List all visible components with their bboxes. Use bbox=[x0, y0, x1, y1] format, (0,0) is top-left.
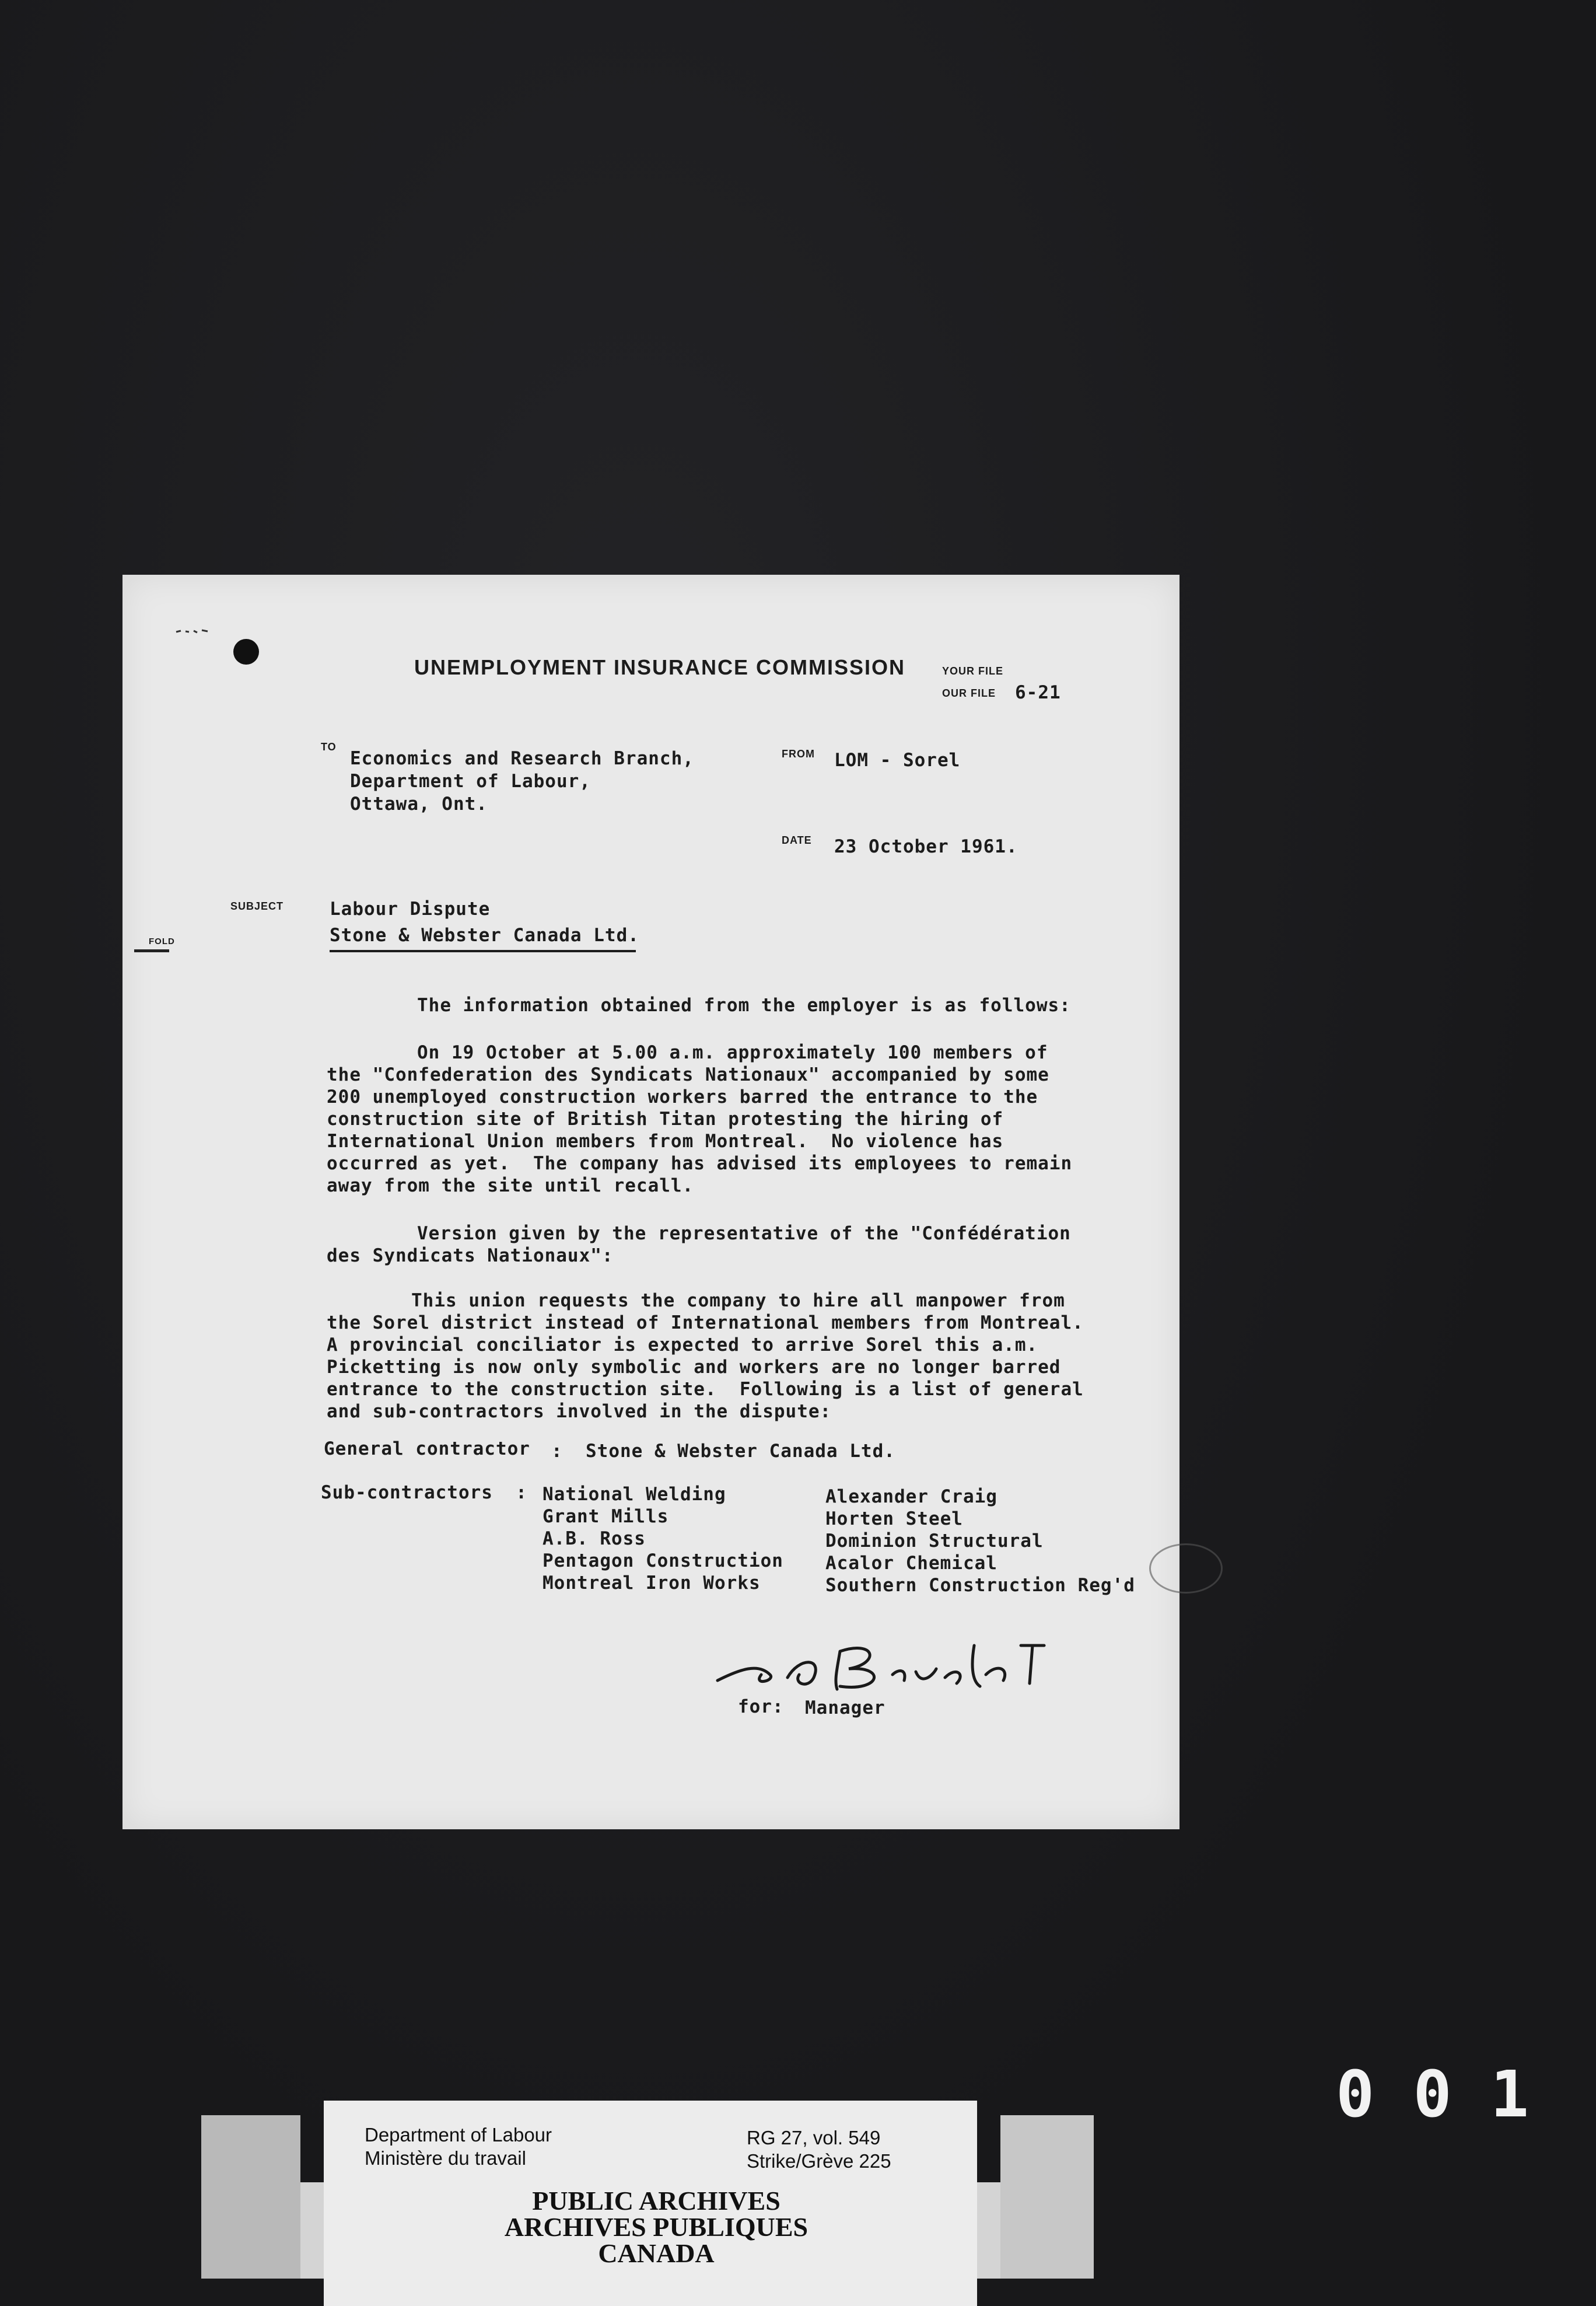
your-file-label: YOUR FILE bbox=[942, 665, 1004, 677]
subcontractors-label: Sub-contractors : bbox=[321, 1482, 527, 1503]
to-label: TO bbox=[321, 741, 337, 753]
intro-line: The information obtained from the employer is as follows: bbox=[417, 995, 1071, 1016]
para1-line-2: the "Confederation des Syndicats Nationaux" accompanied by some bbox=[327, 1064, 1049, 1085]
para3-line-1: This union requests the company to hire all manpower from bbox=[411, 1290, 1065, 1311]
our-file-value: 6-21 bbox=[1015, 682, 1061, 703]
our-file-label: OUR FILE bbox=[942, 687, 996, 699]
letter-page bbox=[123, 575, 1180, 1829]
signature bbox=[706, 1634, 1056, 1698]
film-tab-left bbox=[201, 2115, 300, 2279]
general-contractor-value: : Stone & Webster Canada Ltd. bbox=[551, 1441, 895, 1462]
para1-line-1: On 19 October at 5.00 a.m. approximately 100 members of bbox=[417, 1042, 1048, 1063]
to-line-3: Ottawa, Ont. bbox=[350, 794, 488, 815]
subcontractor: Grant Mills bbox=[542, 1506, 669, 1527]
subcontractor: Montreal Iron Works bbox=[542, 1573, 761, 1594]
subcontractor: Southern Construction Reg'd bbox=[825, 1575, 1135, 1596]
stamp-mark bbox=[1149, 1543, 1223, 1594]
subject-line-2: Stone & Webster Canada Ltd. bbox=[330, 925, 639, 946]
date-label: DATE bbox=[782, 834, 812, 846]
for-label: for: bbox=[738, 1696, 784, 1717]
film-tab-right bbox=[1000, 2115, 1094, 2279]
para3-line-6: and sub-contractors involved in the dispute: bbox=[327, 1401, 832, 1422]
fold-label: FOLD bbox=[149, 937, 175, 946]
para3-line-4: Picketting is now only symbolic and workers are no longer barred bbox=[327, 1357, 1061, 1378]
para3-line-2: the Sorel district instead of International members from Montreal. bbox=[327, 1312, 1084, 1333]
punch-hole bbox=[233, 639, 259, 665]
para1-line-6: occurred as yet. The company has advised its employees to remain bbox=[327, 1153, 1073, 1174]
para1-line-3: 200 unemployed construction workers barred the entrance to the bbox=[327, 1086, 1038, 1107]
subcontractor: Acalor Chemical bbox=[825, 1553, 998, 1574]
para1-line-4: construction site of British Titan protesting the hiring of bbox=[327, 1109, 1004, 1130]
fold-mark bbox=[134, 949, 169, 952]
para1-line-5: International Union members from Montreal. No violence has bbox=[327, 1131, 1004, 1152]
date-value: 23 October 1961. bbox=[834, 836, 1018, 857]
from-label: FROM bbox=[782, 748, 815, 760]
dept-fr: Ministère du travail bbox=[365, 2147, 526, 2169]
archive-title-country: CANADA bbox=[598, 2238, 715, 2268]
dept-en: Department of Labour bbox=[365, 2124, 552, 2146]
archive-label bbox=[324, 2101, 977, 2306]
frame-number: 0 0 1 bbox=[1336, 2057, 1530, 2132]
subject-label: SUBJECT bbox=[230, 900, 284, 912]
subcontractor: Horten Steel bbox=[825, 1508, 963, 1529]
para3-line-3: A provincial conciliator is expected to arrive Sorel this a.m. bbox=[327, 1334, 1038, 1355]
archive-label-strip bbox=[201, 2101, 1094, 2306]
for-value: Manager bbox=[805, 1697, 886, 1718]
letterhead: UNEMPLOYMENT INSURANCE COMMISSION bbox=[414, 655, 906, 679]
para3-line-5: entrance to the construction site. Following is a list of general bbox=[327, 1379, 1084, 1400]
archive-title-fr: ARCHIVES PUBLIQUES bbox=[504, 2212, 808, 2242]
subcontractor: National Welding bbox=[542, 1484, 726, 1505]
subcontractor: Dominion Structural bbox=[825, 1531, 1044, 1552]
archive-ref-2: Strike/Grève 225 bbox=[747, 2150, 891, 2172]
subcontractor: A.B. Ross bbox=[542, 1528, 646, 1549]
to-line-2: Department of Labour, bbox=[350, 771, 591, 792]
from-value: LOM - Sorel bbox=[834, 750, 961, 771]
to-line-1: Economics and Research Branch, bbox=[350, 748, 694, 769]
para1-line-7: away from the site until recall. bbox=[327, 1175, 694, 1196]
archive-title-en: PUBLIC ARCHIVES bbox=[532, 2186, 780, 2216]
ink-mark bbox=[175, 628, 210, 634]
archive-ref-1: RG 27, vol. 549 bbox=[747, 2127, 881, 2148]
para2-line-2: des Syndicats Nationaux": bbox=[327, 1245, 614, 1266]
subject-underline bbox=[330, 950, 636, 952]
subcontractor: Alexander Craig bbox=[825, 1486, 998, 1507]
general-contractor-label: General contractor bbox=[324, 1438, 530, 1459]
subject-line-1: Labour Dispute bbox=[330, 899, 491, 920]
para2-line-1: Version given by the representative of the "Confédération bbox=[417, 1223, 1071, 1244]
subcontractor: Pentagon Construction bbox=[542, 1550, 783, 1571]
